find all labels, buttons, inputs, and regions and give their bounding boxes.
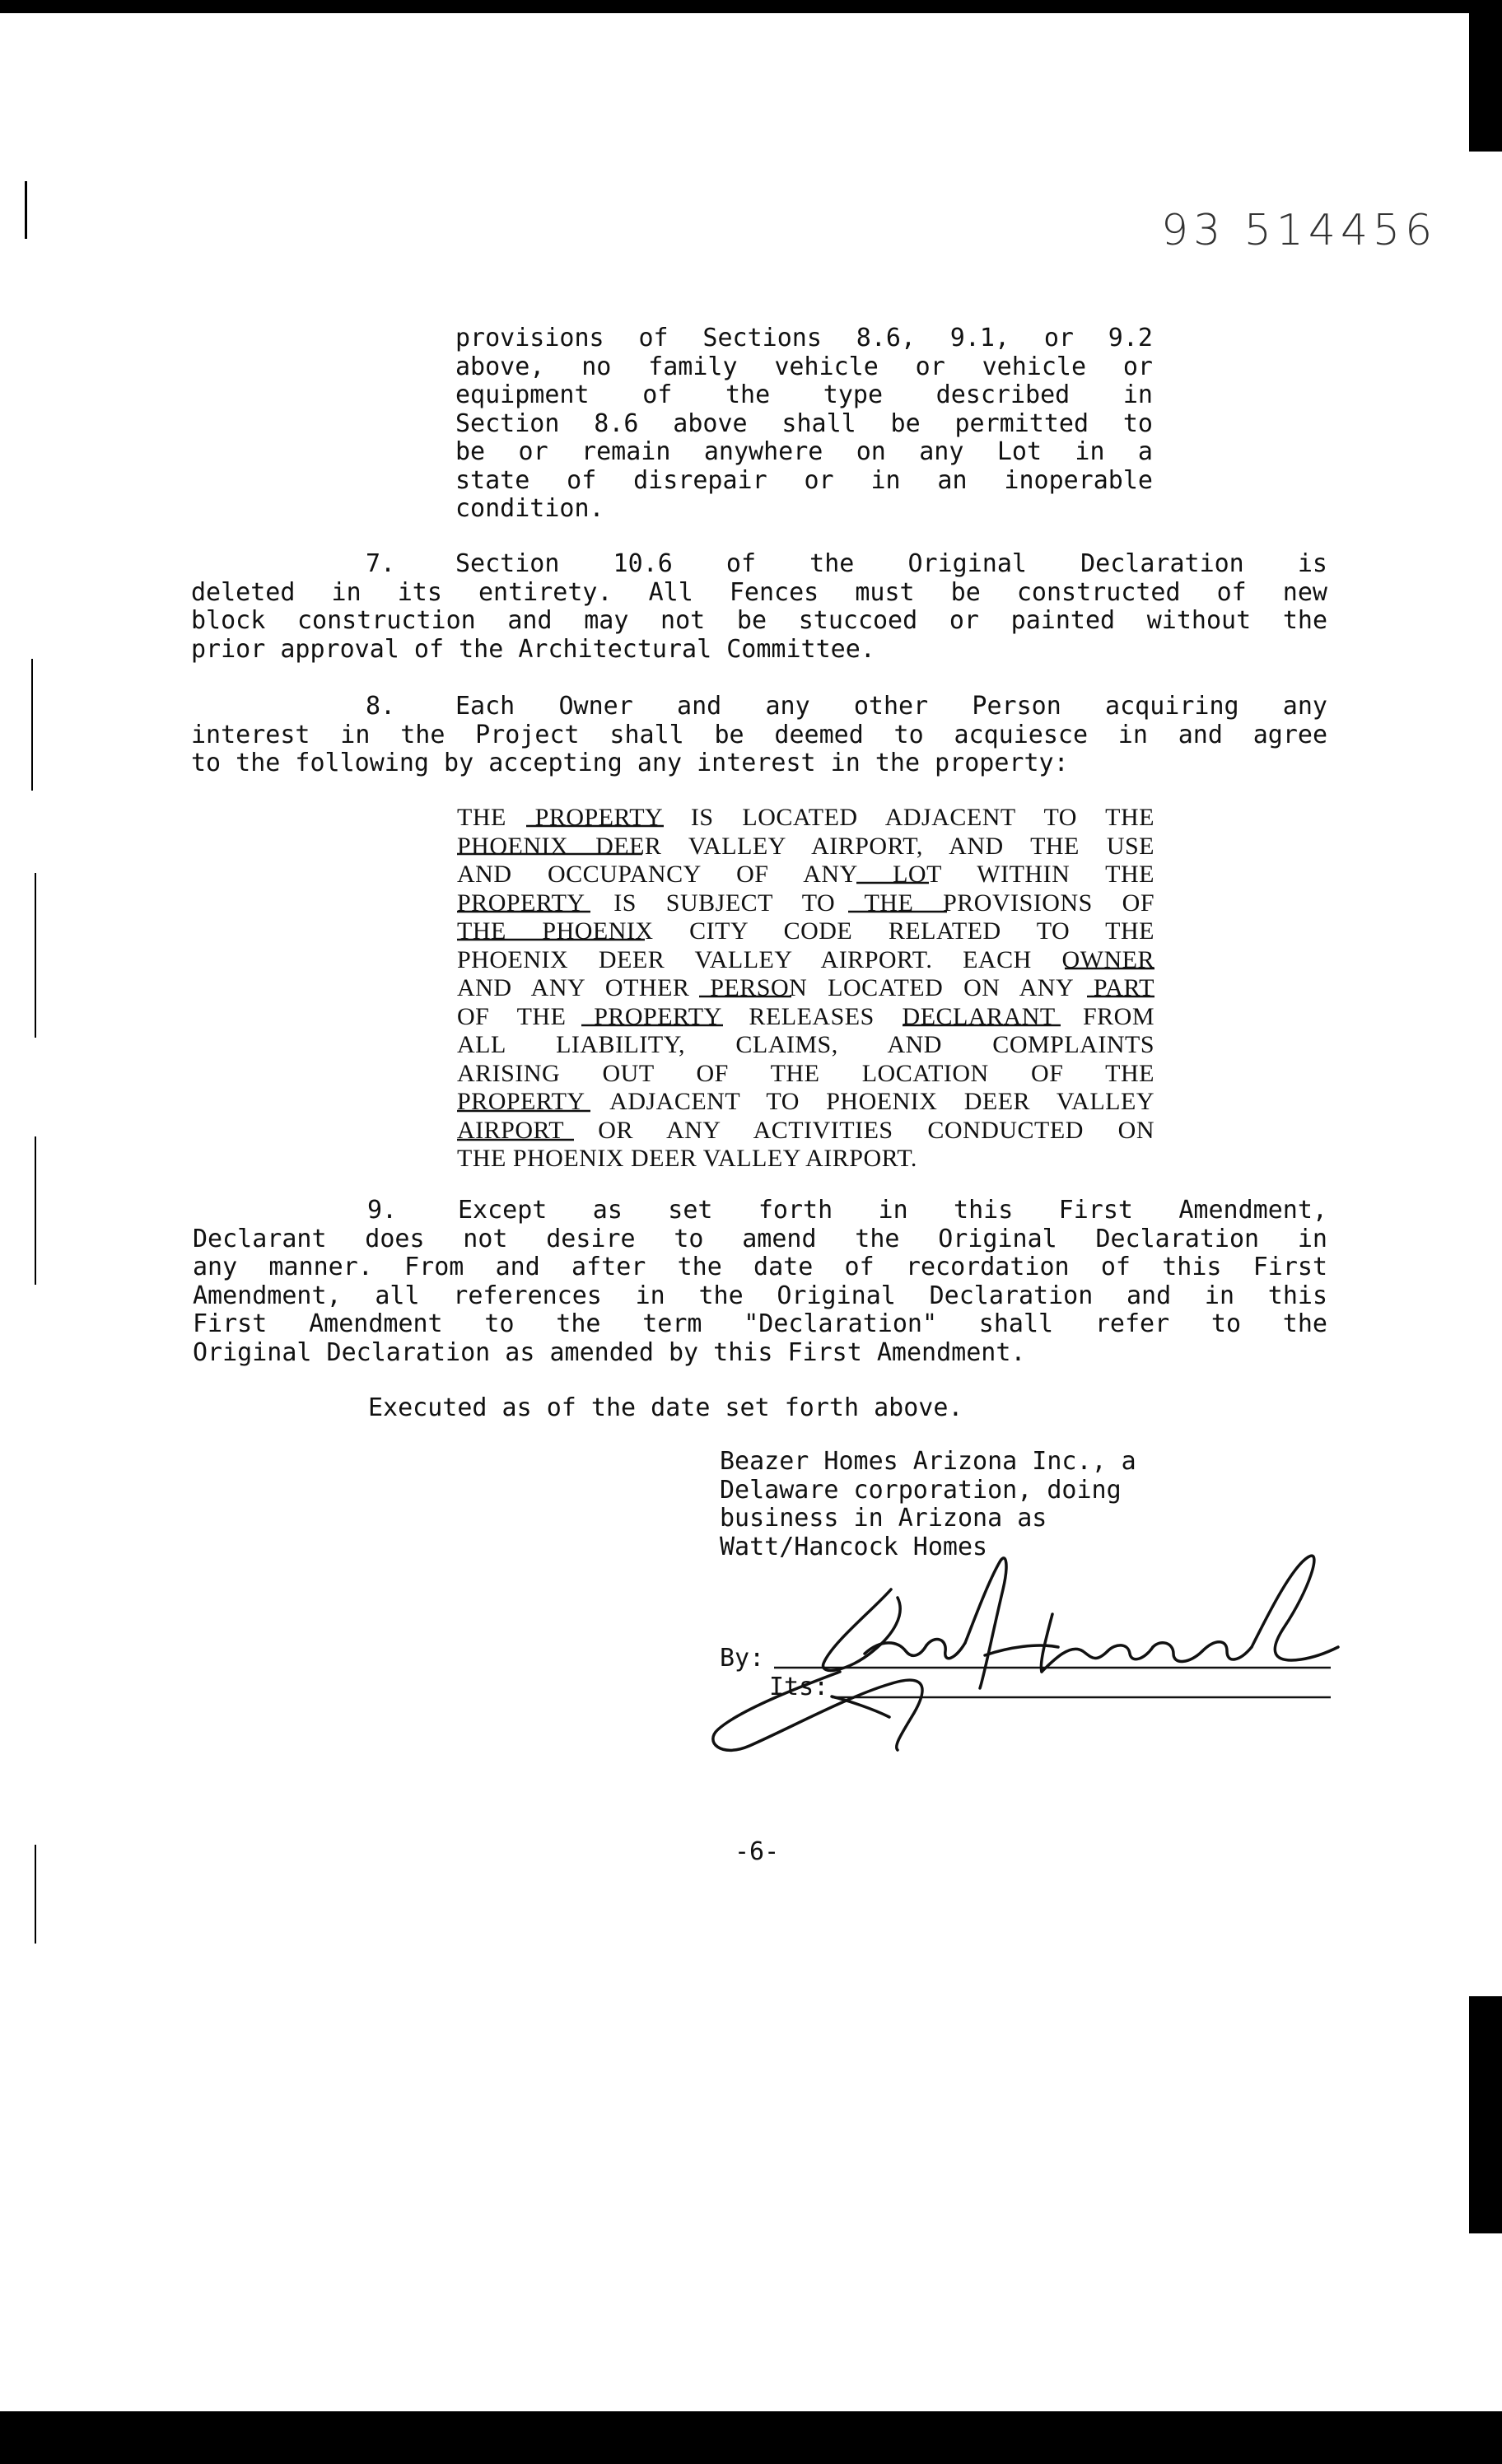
signatory-line: Beazer Homes Arizona Inc., a [720, 1447, 1136, 1476]
text-line: Section 10.6 of the Original Declaration is [455, 549, 1327, 578]
text-line: Declarant does not desire to amend the Original Declaration in [193, 1224, 1327, 1253]
text-line: Section 8.6 above shall be permitted to [455, 408, 1153, 438]
text-line: state of disrepair or in an inoperable [455, 465, 1153, 495]
text-line: block construction and may not be stuccoed or painted without the [191, 606, 1327, 635]
notice-line: AND ANY OTHER PERSON LOCATED ON ANY PART [457, 974, 1154, 1001]
recording-number-stamp: 93 514456 [1161, 206, 1438, 255]
text-line: condition. [455, 494, 604, 523]
paragraph-number: 7. [366, 549, 396, 578]
text-line: provisions of Sections 8.6, 9.1, or 9.2 [455, 324, 1153, 352]
executed-statement: Executed as of the date set forth above. [368, 1393, 963, 1422]
notice-line: PHOENIX DEER VALLEY AIRPORT. EACH OWNER [457, 945, 1154, 973]
notice-line: THE PHOENIX DEER VALLEY AIRPORT. [457, 1145, 917, 1172]
notice-line: ARISING OUT OF THE LOCATION OF THE [457, 1059, 1154, 1087]
text-line: be or remain anywhere on any Lot in a [455, 437, 1153, 466]
notice-line: OF THE PROPERTY RELEASES DECLARANT FROM [457, 1002, 1154, 1030]
text-line: equipment of the type described in [455, 380, 1153, 409]
notice-line: THE PHOENIX CITY CODE RELATED TO THE [457, 917, 1154, 945]
text-line: any manner. From and after the date of recordation of this First [193, 1253, 1327, 1281]
text-line: Each Owner and any other Person acquiring any [455, 692, 1327, 721]
notice-line: AIRPORT OR ANY ACTIVITIES CONDUCTED ON [457, 1116, 1154, 1144]
notice-line: PROPERTY ADJACENT TO PHOENIX DEER VALLEY [457, 1088, 1154, 1115]
notice-line: PHOENIX DEER VALLEY AIRPORT, AND THE USE [457, 832, 1154, 860]
signatory-line: Watt/Hancock Homes [720, 1532, 988, 1561]
paragraph-number: 9. [367, 1196, 398, 1225]
signatory-line: Delaware corporation, doing [720, 1475, 1122, 1505]
notice-line: AND OCCUPANCY OF ANY LOT WITHIN THE [457, 861, 1154, 888]
paragraph-number: 8. [366, 692, 396, 721]
text-line: Amendment, all references in the Original Declaration and in this [193, 1281, 1327, 1310]
notice-line: ALL LIABILITY, CLAIMS, AND COMPLAINTS [457, 1031, 1154, 1058]
text-line: deleted in its entirety. All Fences must be constructed of new [191, 577, 1327, 607]
its-label: Its: [769, 1673, 829, 1701]
notice-line: THE PROPERTY IS LOCATED ADJACENT TO THE [457, 804, 1154, 831]
page-number: -6- [735, 1837, 780, 1866]
text-line: Original Declaration as amended by this First Amendment. [193, 1337, 1026, 1367]
text-line: First Amendment to the term "Declaration" shall refer to the [193, 1309, 1327, 1338]
by-label: By: [720, 1644, 765, 1673]
signatory-line: business in Arizona as [720, 1504, 1047, 1533]
text-line: interest in the Project shall be deemed to acquiesce in and agree [191, 720, 1327, 749]
notice-line: PROPERTY IS SUBJECT TO THE PROVISIONS OF [457, 889, 1154, 917]
text-line: Except as set forth in this First Amendment, [458, 1196, 1327, 1225]
text-line: prior approval of the Architectural Committee. [191, 634, 875, 664]
text-line: above, no family vehicle or vehicle or [455, 352, 1153, 381]
text-line: to the following by accepting any interest in the property: [191, 749, 1069, 777]
